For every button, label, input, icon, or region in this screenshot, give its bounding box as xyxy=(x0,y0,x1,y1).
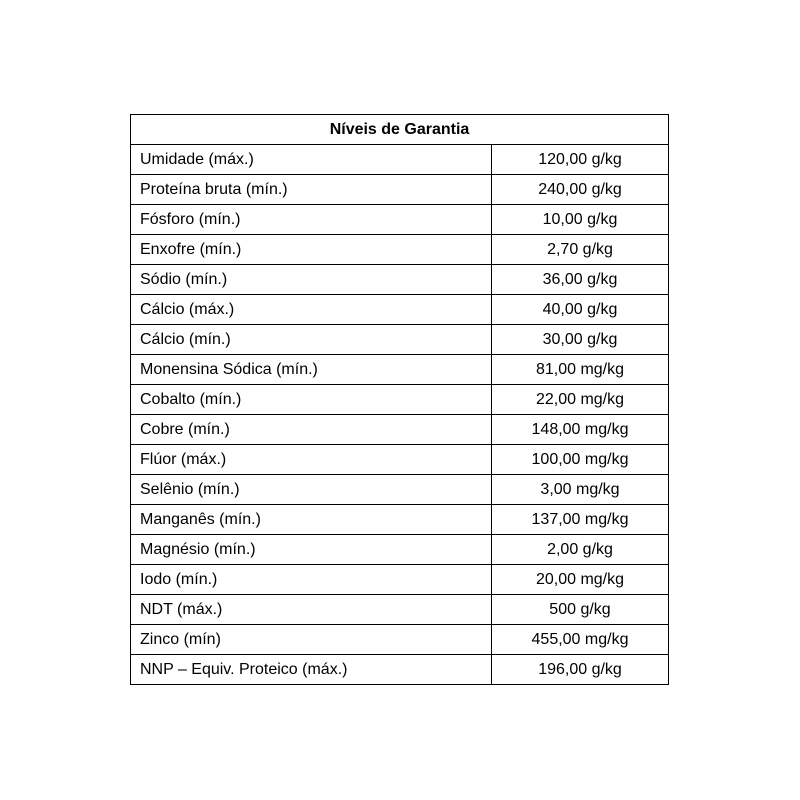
table-row xyxy=(131,415,669,445)
nutrient-value: 137,00 mg/kg xyxy=(492,505,669,535)
table-row xyxy=(131,535,669,565)
table-row xyxy=(131,595,669,625)
nutrient-value: 36,00 g/kg xyxy=(492,265,669,295)
nutrient-value: 3,00 mg/kg xyxy=(492,475,669,505)
table-row xyxy=(131,565,669,595)
nutrient-name: Enxofre (mín.) xyxy=(131,235,492,265)
nutrient-name: Manganês (mín.) xyxy=(131,505,492,535)
nutrient-value: 81,00 mg/kg xyxy=(492,355,669,385)
nutrient-name: Cobre (mín.) xyxy=(131,415,492,445)
nutrient-value: 2,00 g/kg xyxy=(492,535,669,565)
table-row xyxy=(131,295,669,325)
nutrient-name: Selênio (mín.) xyxy=(131,475,492,505)
nutrient-name: Sódio (mín.) xyxy=(131,265,492,295)
nutrient-name: NNP – Equiv. Proteico (máx.) xyxy=(131,655,492,685)
table-title: Níveis de Garantia xyxy=(131,115,669,145)
nutrient-value: 196,00 g/kg xyxy=(492,655,669,685)
table-body xyxy=(131,145,669,685)
nutrient-name: Fósforo (mín.) xyxy=(131,205,492,235)
table-row xyxy=(131,325,669,355)
table-row xyxy=(131,145,669,175)
table-row xyxy=(131,655,669,685)
guarantee-levels-table xyxy=(130,114,669,685)
table-row xyxy=(131,475,669,505)
table-row xyxy=(131,235,669,265)
nutrient-value: 40,00 g/kg xyxy=(492,295,669,325)
nutrient-value: 500 g/kg xyxy=(492,595,669,625)
nutrient-name: Cálcio (mín.) xyxy=(131,325,492,355)
table-row xyxy=(131,265,669,295)
nutrient-value: 10,00 g/kg xyxy=(492,205,669,235)
nutrient-name: Monensina Sódica (mín.) xyxy=(131,355,492,385)
nutrient-name: Cobalto (mín.) xyxy=(131,385,492,415)
nutrient-value: 22,00 mg/kg xyxy=(492,385,669,415)
table-row xyxy=(131,205,669,235)
nutrient-name: Umidade (máx.) xyxy=(131,145,492,175)
table-row xyxy=(131,175,669,205)
nutrient-value: 100,00 mg/kg xyxy=(492,445,669,475)
table-row xyxy=(131,625,669,655)
nutrient-name: Proteína bruta (mín.) xyxy=(131,175,492,205)
table-header-row xyxy=(131,115,669,145)
table-row xyxy=(131,505,669,535)
nutrient-value: 30,00 g/kg xyxy=(492,325,669,355)
nutrient-name: Cálcio (máx.) xyxy=(131,295,492,325)
nutrient-value: 120,00 g/kg xyxy=(492,145,669,175)
nutrient-value: 20,00 mg/kg xyxy=(492,565,669,595)
table-row xyxy=(131,385,669,415)
nutrient-value: 2,70 g/kg xyxy=(492,235,669,265)
nutrient-value: 240,00 g/kg xyxy=(492,175,669,205)
nutrient-name: Magnésio (mín.) xyxy=(131,535,492,565)
nutrient-name: Iodo (mín.) xyxy=(131,565,492,595)
nutrient-name: Zinco (mín) xyxy=(131,625,492,655)
table-row xyxy=(131,445,669,475)
nutrient-value: 455,00 mg/kg xyxy=(492,625,669,655)
table-row xyxy=(131,355,669,385)
nutrient-name: NDT (máx.) xyxy=(131,595,492,625)
nutrient-name: Flúor (máx.) xyxy=(131,445,492,475)
nutrient-value: 148,00 mg/kg xyxy=(492,415,669,445)
